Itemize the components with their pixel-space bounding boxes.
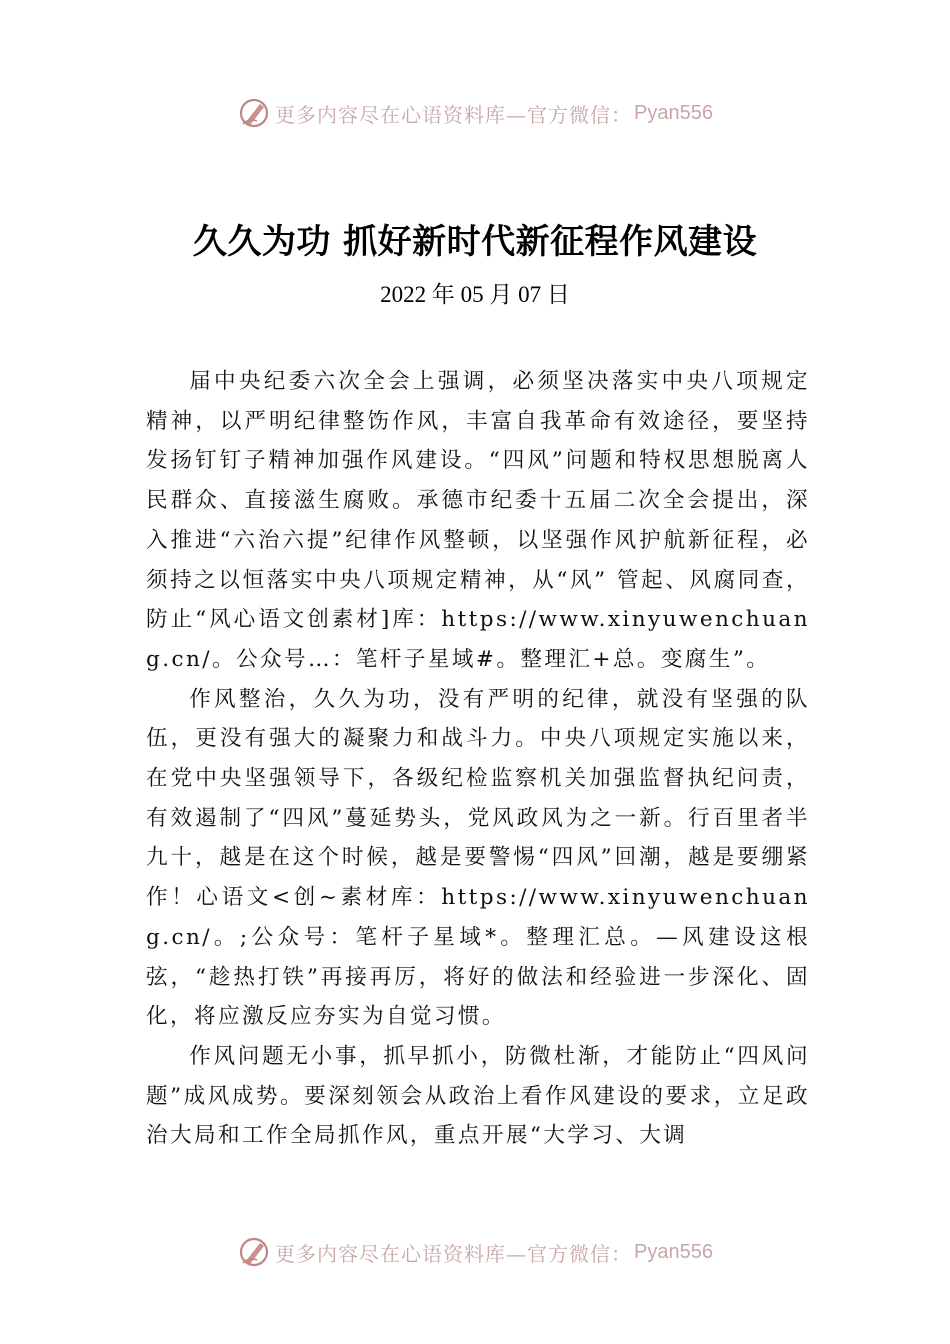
paragraph-3: 作风问题无小事，抓早抓小，防微杜渐，才能防止“四风问题”成风成势。要深刻领会从政治上看作风建设的要求，立足政治大局和工作全局抓作风，重点开展“大学习、大调 [146, 1043, 810, 1149]
document-body [146, 362, 810, 1156]
watermark-text: 更多内容尽在心语资料库—官方微信： [275, 102, 633, 127]
watermark-text: 更多内容尽在心语资料库—官方微信： [275, 1241, 633, 1266]
header-watermark [0, 93, 950, 133]
watermark-wechat: Pyan556 [634, 1240, 713, 1263]
document-title: 久久为功 抓好新时代新征程作风建设 [192, 222, 758, 262]
pen-circle-logo-icon [237, 1235, 271, 1269]
paragraph-2: 作风整治，久久为功，没有严明的纪律，就没有坚强的队伍，更没有强大的凝聚力和战斗力。中央八项规定实施以来，在党中央坚强领导下，各级纪检监察机关加强监督执纪问责，有效遏制了“四风”蔓延势头，党风政风为之一新。行百里者半九十，越是在这个时候，越是要警惕“四风”回潮，越是要绷紧作！心语文<创~素材库：https://www.xinyuwenchuang.cn/。;公众号：笔杆子星域*。整理汇总。—风建设这根弦，“趁热打铁”再接再厉，将好的做法和经验进一步深化、固化，将应激反应夯实为自觉习惯。 [146, 686, 810, 1030]
watermark-wechat: Pyan556 [634, 101, 713, 124]
footer-watermark [0, 1232, 950, 1272]
document-date: 2022 年 05 月 07 日 [380, 282, 570, 307]
paragraph-1: 届中央纪委六次全会上强调，必须坚决落实中央八项规定精神，以严明纪律整饬作风，丰富自我革命有效途径，要坚持发扬钉钉子精神加强作风建设。“四风”问题和特权思想脱离人民群众、直接滋生腐败。承德市纪委十五届二次全会提出，深入推进“六治六提”纪律作风整顿，以坚强作风护航新征程，必须持之以恒落实中央八项规定精神，从“风” 管起、风腐同查，防止“风心语文创素材]库：https://www.xinyuwenchuang.cn/。公众号…：笔杆子星域#。整理汇+总。变腐生”。 [146, 369, 810, 672]
pen-circle-logo-icon [237, 96, 271, 130]
